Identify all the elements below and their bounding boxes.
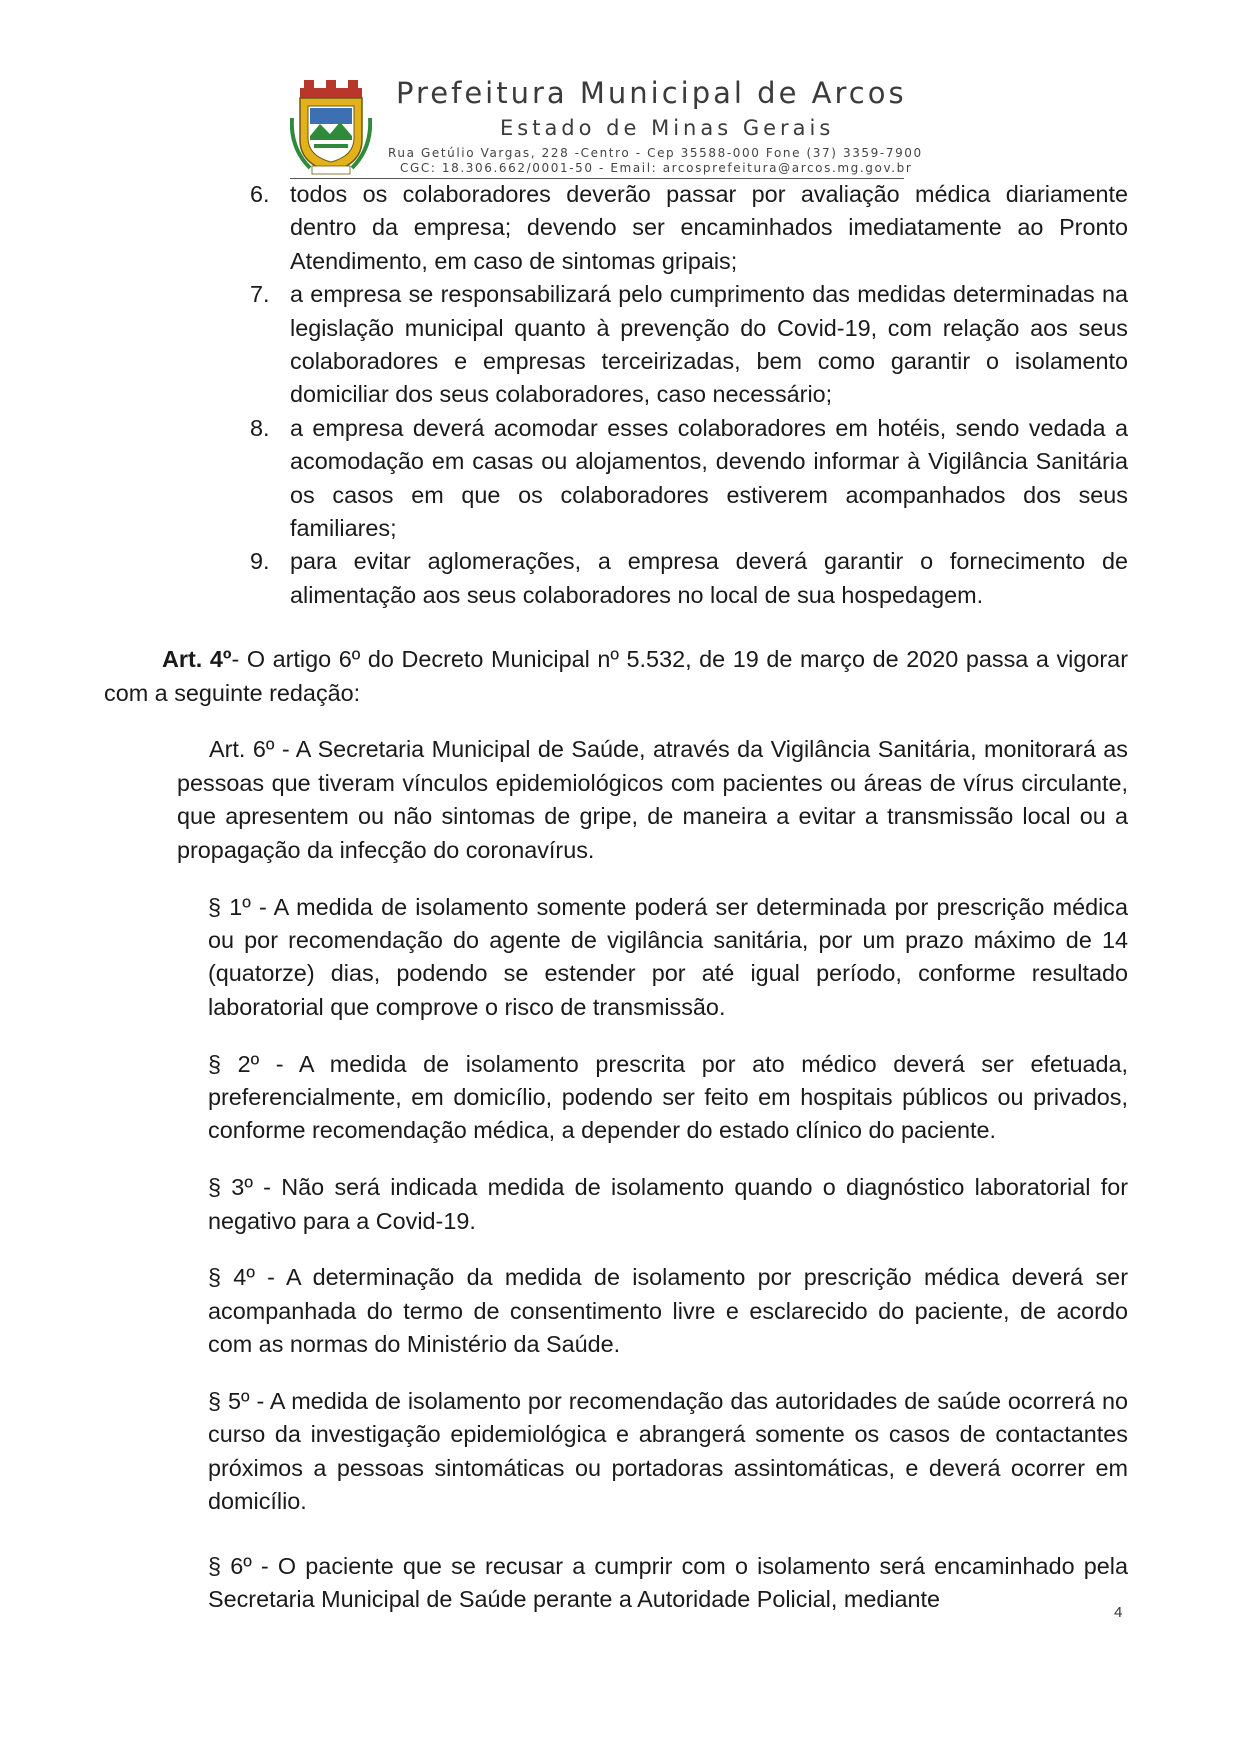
document-body (104, 178, 1128, 1640)
paragraph-4: § 4º - A determinação da medida de isolamento por prescrição médica deverá ser acompanhada do termo de consentimento livre e esclarecido do paciente, de acordo com as normas do Ministério da Saúde. (208, 1264, 1128, 1358)
list-text: a empresa se responsabilizará pelo cumprimento das medidas determinadas na legislação municipal quanto à prevenção do Covid-19, com relação aos seus colaboradores e empresas terceirizadas, bem como garantir o isolamento domiciliar dos seus colaboradores, caso necessário; (290, 281, 1128, 408)
list-item (104, 545, 1128, 612)
header-title: Prefeitura Municipal de Arcos (396, 76, 907, 110)
list-number: 9. (250, 548, 270, 575)
article-6-quote: Art. 6º - A Secretaria Municipal de Saúde, através da Vigilância Sanitária, monitorará as pessoas que tiveram vínculos epidemiológicos com pacientes ou áreas de vírus circulante, que apresentem ou não sintomas de gripe, de maneira a evitar a transmissão local ou a propagação da infecção do coronavírus. (177, 736, 1128, 863)
page-number: 4 (1114, 1604, 1123, 1621)
article-4 (104, 643, 1128, 710)
paragraph-6: § 6º - O paciente que se recusar a cumprir com o isolamento será encaminhado pela Secretaria Municipal de Saúde perante a Autoridade Policial, mediante (208, 1552, 1128, 1612)
article-4-text: - O artigo 6º do Decreto Municipal nº 5.532, de 19 de março de 2020 passa a vigorar com a seguinte redação: (104, 646, 1128, 706)
paragraph-1: § 1º - A medida de isolamento somente poderá ser determinada por prescrição médica ou por recomendação do agente de vigilância sanitária, por um prazo máximo de 14 (quatorze) dias, podendo se estender por até igual período, conforme resultado laboratorial que comprove o risco de transmissão. (208, 893, 1128, 1020)
header-cgc-email: CGC: 18.306.662/0001-50 - Email: arcosprefeitura@arcos.mg.gov.br (400, 161, 913, 175)
list-item (104, 178, 1128, 278)
list-number: 6. (250, 181, 270, 207)
paragraph-5: § 5º - A medida de isolamento por recomendação das autoridades de saúde ocorrerá no curso da investigação epidemiológica e abrangerá somente os casos de contactantes próximos a pessoas sintomáticas ou portadoras assintomáticas, e deverá ocorrer em domicílio. (208, 1387, 1128, 1515)
list-text: a empresa deverá acomodar esses colaboradores em hotéis, sendo vedada a acomodação em casas ou alojamentos, devendo informar à Vigilância Sanitária os casos em que os colaboradores estiverem acompanhados dos seus familiares; (290, 414, 1128, 542)
numbered-list (104, 178, 1128, 612)
list-text: todos os colaboradores deverão passar por avaliação médica diariamente dentro da empresa; devendo ser encaminhados imediatamente ao Pronto Atendimento, em caso de sintomas gripais; (290, 181, 1128, 274)
paragraph-3: § 3º - Não será indicada medida de isolamento quando o diagnóstico laboratorial for negativo para a Covid-19. (208, 1174, 1128, 1234)
list-text: para evitar aglomerações, a empresa deverá garantir o fornecimento de alimentação aos seus colaboradores no local de sua hospedagem. (290, 548, 1128, 608)
municipal-crest-logo (290, 78, 372, 176)
list-item (104, 412, 1128, 546)
letterhead (290, 70, 923, 180)
paragraph-2: § 2º - A medida de isolamento prescrita por ato médico deverá ser efetuada, preferencialmente, em domicílio, podendo ser feito em hospitais públicos ou privados, conforme recomendação médica, a depender do estado clínico do paciente. (208, 1050, 1128, 1144)
list-number: 7. (250, 281, 270, 308)
list-number: 8. (250, 414, 270, 441)
article-4-label: Art. 4º (162, 646, 232, 673)
list-item (104, 278, 1128, 412)
header-subtitle: Estado de Minas Gerais (500, 116, 835, 140)
header-address: Rua Getúlio Vargas, 228 -Centro - Cep 35588-000 Fone (37) 3359-7900 (388, 146, 923, 160)
